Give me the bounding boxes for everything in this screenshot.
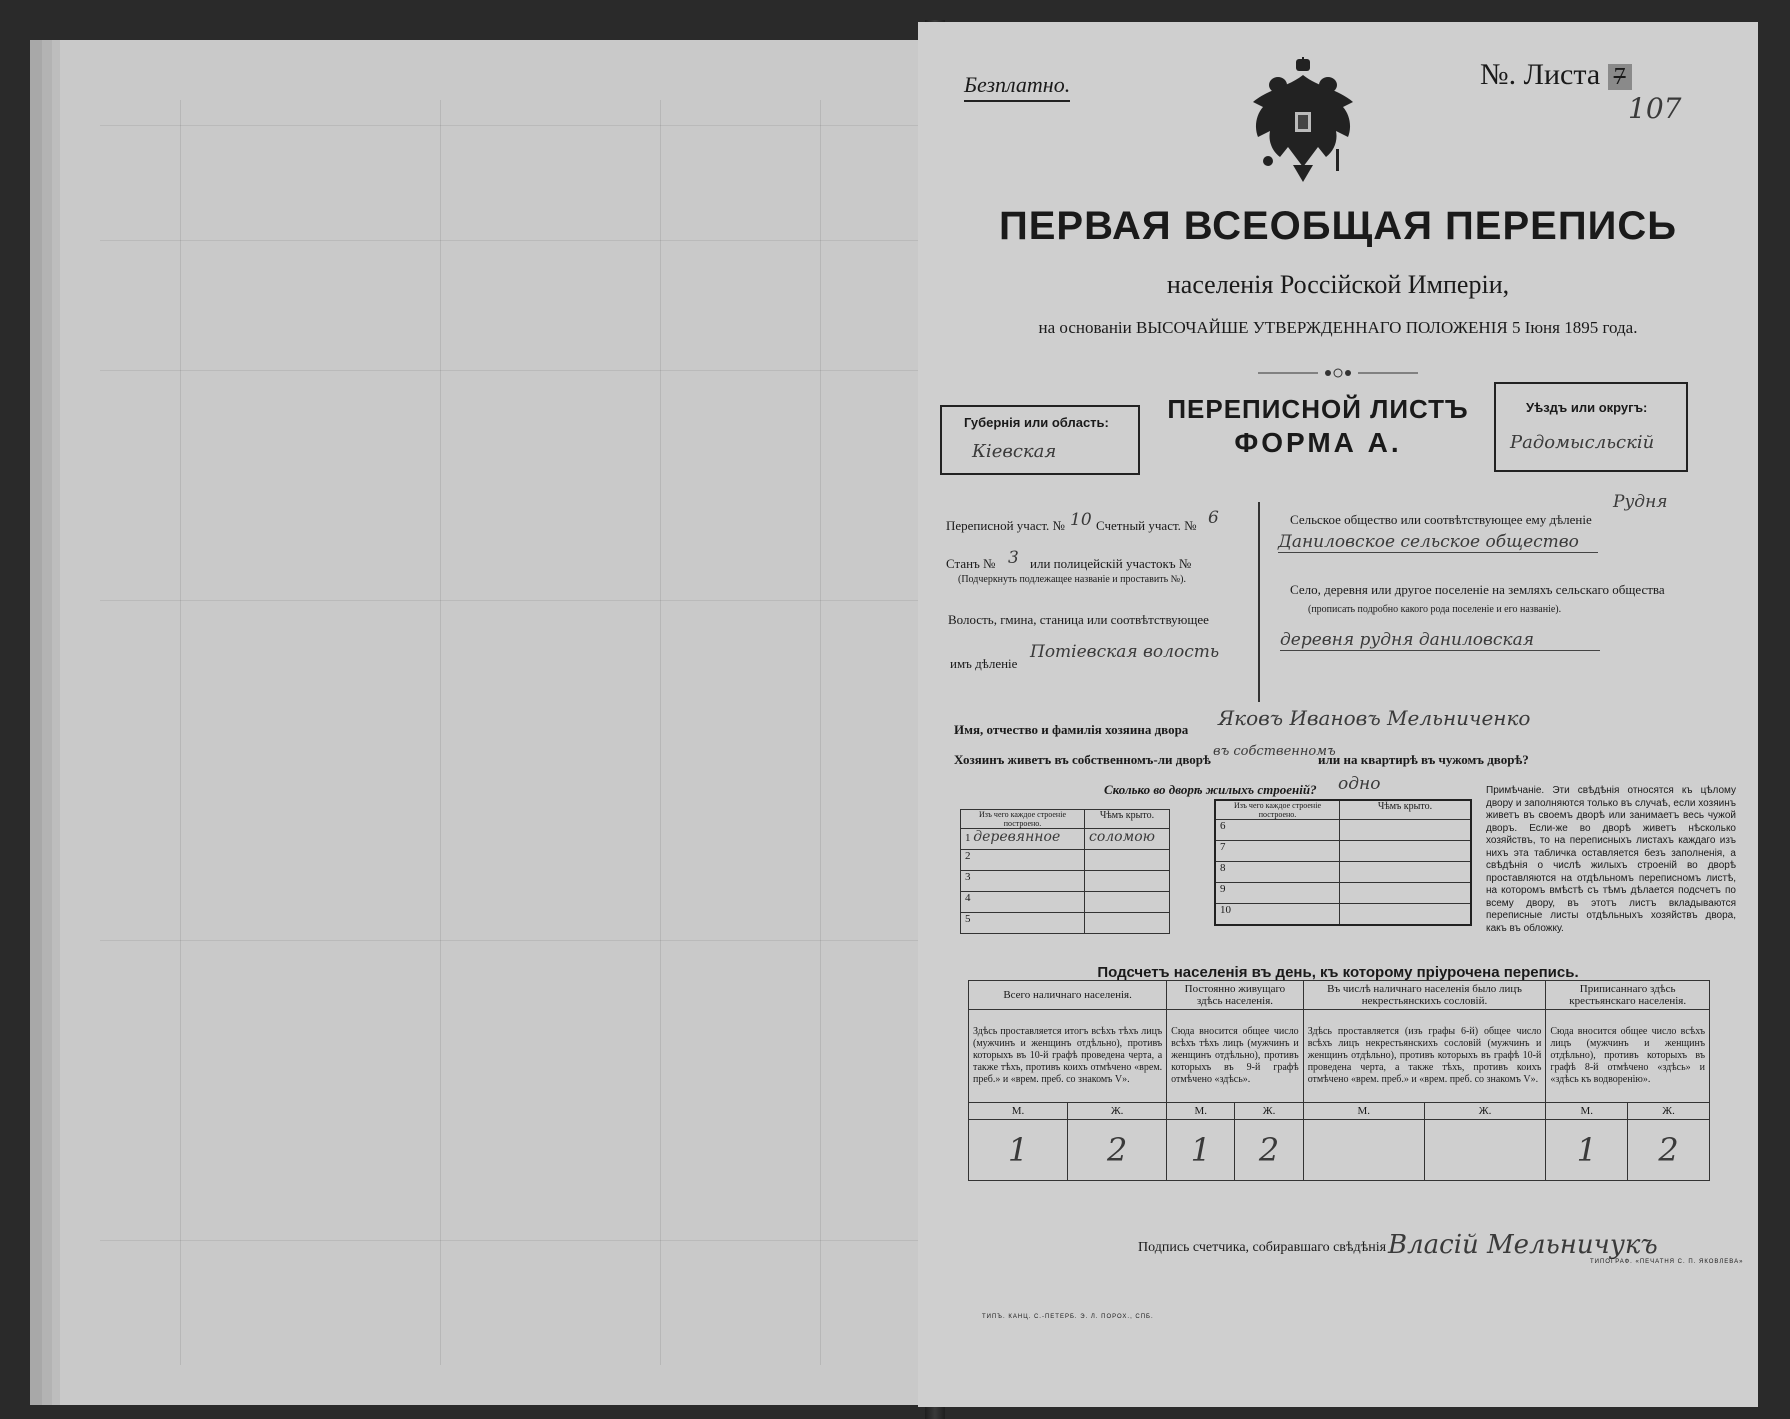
owner-lives-value: въ собственномъ [1213,744,1336,759]
population-col-header: Приписаннаго здѣсь крестьянскаго населенія. [1546,981,1710,1010]
male-count-value: 1 [969,1120,1068,1181]
uezd-label: Уѣздъ или округъ: [1526,400,1648,415]
printer-imprint-right: ТИПОГРАФ. «ПЕЧАТНЯ С. П. ЯКОВЛЕВА» [1590,1259,1744,1265]
uezd-value: Радомысльскій [1510,432,1655,453]
buildings-note: Примѣчаніе. Эти свѣдѣнія относятся къ цѣлому двору и заполняются только въ случаѣ, если хозяинъ живетъ въ своемъ дворѣ или занимаетъ весь чужой дворъ. Если-же во дворѣ живетъ нѣсколько хозяйствъ, то на переписныхъ листахъ каждаго изъ нихъ эта табличка оставляется безъ заполненія, а свѣдѣнія о числѣ жилыхъ строеній во дворѣ проставляются на отдѣльномъ переписномъ листѣ, на которомъ вмѣстѣ съ тѣмъ дѣлается подсчетъ по всему двору, въ этотъ листъ вкладываются переписные листы отдѣльныхъ хозяйствъ двора, какъ въ обложку. [1486,785,1736,934]
gubernia-value: Кіевская [972,441,1057,462]
female-count-value: 2 [1628,1120,1710,1181]
uezd-box [1494,382,1688,472]
village-value: деревня рудня даниловская [1280,630,1600,651]
owner-lives-label: Хозяинъ живетъ въ собственномъ-ли дворѣ [954,752,1211,767]
form-title [1128,392,1508,460]
underline-note: (Подчеркнуть подлежащее названіе и проставить №). [958,574,1186,585]
population-col-header: Всего наличнаго населенія. [969,981,1167,1010]
volost-value: Потіевская волость [1030,642,1220,662]
owner-name-value: Яковъ Ивановъ Мельниченко [1218,706,1531,730]
owner-lives-label2: или на квартирѣ въ чужомъ дворѣ? [1318,752,1529,767]
building-row [1215,883,1471,904]
building-material-cell: 3 [961,871,1085,892]
male-count-value [1303,1120,1424,1181]
census-plot-value: 10 [1070,510,1092,530]
building-material-cell [961,829,1085,850]
stan-value: 3 [1008,548,1019,568]
faint-column-line [440,100,441,1365]
faint-column-line [660,100,661,1365]
building-roof-cell [1085,913,1170,934]
gubernia-label: Губернія или область: [964,415,1109,430]
printer-imprint-left: ТИПЪ. КАНЦ. С.-ПЕТЕРБ. Э. Л. ПОРОХ., СПБ. [982,1314,1154,1320]
male-label: М. [1167,1103,1235,1120]
building-material-cell: 4 [961,892,1085,913]
owner-name-label: Имя, отчество и фамилія хозяина двора [954,722,1189,737]
volost-label: Волость, гмина, станица или соотвѣтствующее [948,612,1209,627]
gubernia-box [940,405,1140,475]
building-row [961,850,1170,871]
male-label: М. [1303,1103,1424,1120]
village-note: (прописать подробно какого рода поселеніе и его названіе). [1308,604,1562,615]
female-count-value: 2 [1235,1120,1303,1181]
form-title-line2: ФОРМА А. [1234,427,1402,458]
buildings-count-value: одно [1338,774,1381,794]
building-row [1215,904,1471,925]
building-row [1215,820,1471,841]
building-roof-cell: соломою [1085,829,1170,850]
police-label: или полицейскій участокъ № [1030,556,1192,571]
female-label: Ж. [1424,1103,1546,1120]
census-main-title: ПЕРВАЯ ВСЕОБЩАЯ ПЕРЕПИСЬ [999,204,1677,248]
form-title-line1: ПЕРЕПИСНОЙ ЛИСТЪ [1167,394,1469,424]
building-roof-cell [1340,904,1472,925]
building-roof-cell [1340,862,1472,883]
society-label: Сельское общество или соотвѣтствующее ему дѣленіе [1290,512,1592,527]
building-row [961,829,1170,850]
building-roof-cell [1340,883,1472,904]
building-roof-cell [1085,850,1170,871]
building-material-cell: 9 [1215,883,1340,904]
village-label: Село, деревня или другое поселеніе на земляхъ сельскаго общества [1290,582,1665,597]
ornament-divider [1258,367,1418,379]
building-row [1215,841,1471,862]
population-col-description: Здѣсь проставляется итогъ всѣхъ тѣхъ лицъ (мужчинъ и женщинъ отдѣльно), противъ которыхъ въ 10-й графѣ проведена черта, а также тѣхъ, противъ коихъ отмѣчено «врем. преб.» и «врем. преб. со знакомъ V». [969,1010,1167,1103]
census-plot-label: Переписной участ. № [946,518,1065,533]
male-label: М. [1546,1103,1628,1120]
sheet-number-label [1480,58,1632,92]
faint-rule [100,370,920,371]
roof-column-header: Чѣмъ крыто. [1340,800,1472,820]
society-value2: Даниловское сельское общество [1278,532,1598,553]
building-material-cell: 2 [961,850,1085,871]
faint-rule [100,600,920,601]
buildings-table-left [960,809,1170,934]
count-plot-value: 6 [1208,508,1219,528]
double-headed-eagle-emblem [1248,57,1358,187]
building-material-cell: 7 [1215,841,1340,862]
building-row [961,913,1170,934]
building-material-cell: 8 [1215,862,1340,883]
sheet-number-handwritten: 107 [1628,92,1682,125]
male-count-value: 1 [1167,1120,1235,1181]
census-form-page [918,22,1758,1407]
female-count-value [1424,1120,1546,1181]
faint-column-line [180,100,181,1365]
signature-label: Подпись счетчика, собиравшаго свѣдѣнія [1138,1240,1387,1255]
building-roof-cell [1085,871,1170,892]
building-material-cell: 10 [1215,904,1340,925]
material-column-header: Изъ чего каждое строеніе построено. [961,810,1085,829]
faint-rule [100,240,920,241]
faint-column-line [820,100,821,1365]
female-count-value: 2 [1068,1120,1167,1181]
column-divider [1258,502,1260,702]
stan-label: Станъ № [946,556,996,571]
female-label: Ж. [1068,1103,1167,1120]
population-col-description: Сюда вносится общее число всѣхъ тѣхъ лицъ (мужчинъ и женщинъ отдѣльно), противъ которыхъ въ 9-й графѣ отмѣчено «здѣсь». [1167,1010,1304,1103]
building-roof-cell [1085,892,1170,913]
population-table [968,980,1710,1181]
sheet-number-text: №. Листа [1480,58,1601,91]
faint-rule [100,125,920,126]
building-material-value: деревянное [973,829,1061,845]
population-col-description: Сюда вносится общее число всѣхъ лицъ (мужчинъ и женщинъ отдѣльно), противъ которыхъ въ графѣ 8-й отмѣчено «здѣсь» и «здѣсь къ водворенію». [1546,1010,1710,1103]
crossed-sheet-number: 7 [1608,64,1632,90]
society-value1: Рудня [1613,492,1668,512]
building-material-cell: 6 [1215,820,1340,841]
population-count-title: Подсчетъ населенія въ день, къ которому пріурочена перепись. [1097,964,1579,981]
buildings-table-right [1214,799,1472,926]
population-col-header: Въ числѣ наличнаго населенія было лицъ некрестьянскихъ сословій. [1303,981,1546,1010]
building-row [961,892,1170,913]
building-row [1215,862,1471,883]
census-subtitle: населенія Россійской Имперіи, [1166,270,1510,299]
population-col-header: Постоянно живущаго здѣсь населенія. [1167,981,1304,1010]
building-roof-cell [1340,841,1472,862]
material-column-header: Изъ чего каждое строеніе построено. [1215,800,1340,820]
building-row [961,871,1170,892]
volost-label2: имъ дѣленіе [950,656,1018,671]
faint-rule [100,940,920,941]
building-roof-cell [1340,820,1472,841]
roof-column-header: Чѣмъ крыто. [1085,810,1170,829]
female-label: Ж. [1235,1103,1303,1120]
buildings-count-label: Сколько во дворѣ жилыхъ строеній? [1104,782,1317,797]
female-label: Ж. [1628,1103,1710,1120]
row-number: 1 [965,832,971,844]
count-plot-label: Счетный участ. № [1096,518,1197,533]
male-label: М. [969,1103,1068,1120]
male-count-value: 1 [1546,1120,1628,1181]
signature-value: Власій Мельничукъ [1388,1230,1658,1260]
left-blank-page [60,40,940,1405]
legal-basis-line: на основаніи ВЫСОЧАЙШЕ УТВЕРЖДЕННАГО ПОЛОЖЕНІЯ 5 Іюня 1895 года. [1038,318,1638,337]
free-of-charge-label: Безплатно. [964,72,1070,102]
faint-rule [100,1240,920,1241]
population-col-description: Здѣсь проставляется (изъ графы 6-й) общее число всѣхъ лицъ некрестьянскихъ сословій (мужчинъ и женщинъ отдѣльно), противъ которыхъ въ графѣ 10-й проведена черта, а также тѣхъ, противъ коихъ отмѣчено «врем. преб.» и «врем. преб. со знакомъ V». [1303,1010,1546,1103]
building-material-cell: 5 [961,913,1085,934]
